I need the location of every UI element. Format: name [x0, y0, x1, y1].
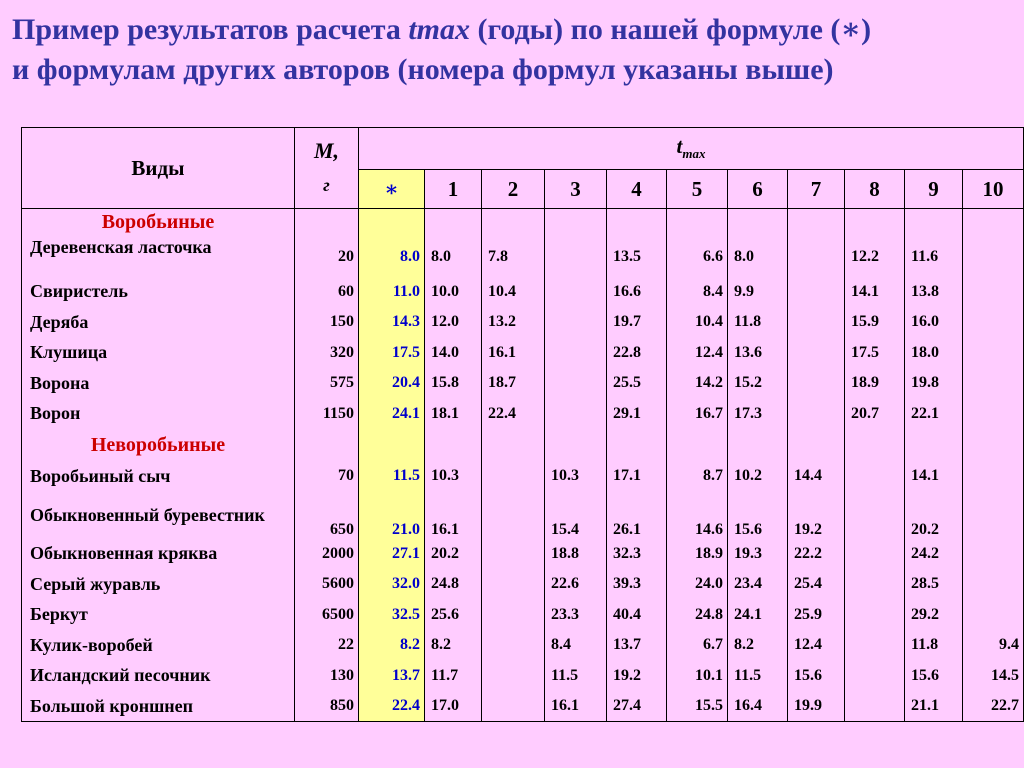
tmax-formula-8-value	[845, 492, 905, 539]
mass-value: 320	[295, 338, 359, 369]
tmax-formula-10-value	[963, 461, 1024, 492]
empty-cell	[425, 209, 482, 237]
tmax-formula-2-value: 10.4	[482, 277, 545, 308]
tmax-formula-9-value: 22.1	[905, 399, 963, 430]
tmax-formula-1-value: 8.0	[425, 237, 482, 277]
tmax-formula-10-value: 14.5	[963, 661, 1024, 692]
tmax-formula-2-value: 16.1	[482, 338, 545, 369]
tmax-formula-5-value: 14.2	[667, 368, 728, 399]
title-line-1	[12, 10, 1012, 50]
title-text-2: (годы) по нашей формуле (	[470, 13, 841, 46]
empty-cell	[359, 209, 425, 237]
title-star: ∗	[840, 13, 862, 46]
tmax-letter: t	[676, 134, 683, 159]
tmax-formula-1-value: 25.6	[425, 600, 482, 631]
mass-value: 22	[295, 630, 359, 661]
tmax-formula-8-value	[845, 461, 905, 492]
tmax-formula-8-value	[845, 630, 905, 661]
tmax-formula-6-value: 10.2	[728, 461, 788, 492]
tmax-formula-3-value	[545, 399, 607, 430]
header-row-1	[22, 128, 1024, 170]
tmax-formula-7-value	[788, 277, 845, 308]
tmax-formula-6-value: 11.5	[728, 661, 788, 692]
tmax-formula-9-value: 21.1	[905, 691, 963, 722]
mass-value: 2000	[295, 539, 359, 570]
tmax-formula-3-value: 18.8	[545, 539, 607, 570]
tmax-formula-3-value	[545, 237, 607, 277]
species-name: Обыкновенный буревестник	[22, 492, 295, 539]
group-row	[22, 429, 1024, 461]
table-row	[22, 600, 1024, 631]
mass-header-label: M,	[313, 138, 340, 163]
mass-header-unit: г	[323, 175, 330, 195]
tmax-formula-10-value	[963, 492, 1024, 539]
empty-cell	[963, 429, 1024, 461]
tmax-formula-8-value: 15.9	[845, 307, 905, 338]
tmax-ours-value: 21.0	[359, 492, 425, 539]
tmax-formula-7-value: 19.2	[788, 492, 845, 539]
formula-header-9: 9	[905, 170, 963, 209]
tmax-formula-7-value: 25.9	[788, 600, 845, 631]
table-row	[22, 630, 1024, 661]
empty-cell	[482, 209, 545, 237]
tmax-formula-6-value: 11.8	[728, 307, 788, 338]
tmax-formula-1-value: 14.0	[425, 338, 482, 369]
tmax-formula-9-value: 11.8	[905, 630, 963, 661]
tmax-formula-7-value: 19.9	[788, 691, 845, 722]
tmax-ours-value: 32.5	[359, 600, 425, 631]
tmax-formula-8-value	[845, 661, 905, 692]
tmax-formula-4-value: 25.5	[607, 368, 667, 399]
tmax-formula-3-value	[545, 338, 607, 369]
tmax-formula-1-value: 12.0	[425, 307, 482, 338]
empty-cell	[845, 429, 905, 461]
tmax-formula-5-value: 10.1	[667, 661, 728, 692]
tmax-formula-2-value	[482, 661, 545, 692]
species-name: Деревенская ласточка	[22, 237, 295, 277]
table-row	[22, 492, 1024, 539]
tmax-formula-6-value: 23.4	[728, 569, 788, 600]
tmax-formula-10-value	[963, 368, 1024, 399]
tmax-formula-6-value: 17.3	[728, 399, 788, 430]
species-name: Кулик-воробей	[22, 630, 295, 661]
results-table	[21, 127, 1024, 722]
empty-cell	[728, 209, 788, 237]
tmax-formula-4-value: 19.2	[607, 661, 667, 692]
table-row	[22, 539, 1024, 570]
tmax-formula-7-value: 15.6	[788, 661, 845, 692]
tmax-formula-8-value	[845, 539, 905, 570]
species-name: Обыкновенная кряква	[22, 539, 295, 570]
tmax-formula-4-value: 19.7	[607, 307, 667, 338]
tmax-formula-7-value	[788, 237, 845, 277]
mass-value: 575	[295, 368, 359, 399]
tmax-formula-9-value: 19.8	[905, 368, 963, 399]
tmax-formula-2-value	[482, 461, 545, 492]
tmax-ours-value: 20.4	[359, 368, 425, 399]
tmax-formula-10-value	[963, 569, 1024, 600]
mass-value: 650	[295, 492, 359, 539]
species-name: Деряба	[22, 307, 295, 338]
tmax-ours-value: 24.1	[359, 399, 425, 430]
tmax-formula-6-value: 16.4	[728, 691, 788, 722]
tmax-formula-6-value: 9.9	[728, 277, 788, 308]
tmax-formula-9-value: 16.0	[905, 307, 963, 338]
empty-cell	[905, 429, 963, 461]
empty-cell	[667, 429, 728, 461]
empty-cell	[545, 429, 607, 461]
tmax-formula-5-value: 14.6	[667, 492, 728, 539]
table-row	[22, 307, 1024, 338]
tmax-formula-5-value: 16.7	[667, 399, 728, 430]
tmax-formula-9-value: 11.6	[905, 237, 963, 277]
tmax-formula-6-value: 24.1	[728, 600, 788, 631]
tmax-subscript: max	[682, 146, 706, 162]
empty-cell	[425, 429, 482, 461]
tmax-formula-2-value	[482, 569, 545, 600]
tmax-formula-5-value: 8.4	[667, 277, 728, 308]
tmax-formula-2-value: 7.8	[482, 237, 545, 277]
tmax-formula-5-value: 18.9	[667, 539, 728, 570]
tmax-ours-value: 8.2	[359, 630, 425, 661]
tmax-formula-8-value: 12.2	[845, 237, 905, 277]
tmax-ours-value: 11.5	[359, 461, 425, 492]
tmax-formula-3-value: 22.6	[545, 569, 607, 600]
mass-value: 70	[295, 461, 359, 492]
empty-cell	[963, 209, 1024, 237]
formula-header-7: 7	[788, 170, 845, 209]
tmax-formula-5-value: 6.6	[667, 237, 728, 277]
tmax-formula-1-value: 17.0	[425, 691, 482, 722]
tmax-formula-2-value: 18.7	[482, 368, 545, 399]
formula-header-10: 10	[963, 170, 1024, 209]
title-text: Пример результатов расчета	[12, 13, 409, 46]
tmax-formula-7-value: 25.4	[788, 569, 845, 600]
tmax-formula-7-value: 14.4	[788, 461, 845, 492]
empty-cell	[607, 209, 667, 237]
tmax-ours-value: 17.5	[359, 338, 425, 369]
tmax-formula-4-value: 39.3	[607, 569, 667, 600]
tmax-formula-10-value: 9.4	[963, 630, 1024, 661]
formula-header-6: 6	[728, 170, 788, 209]
formula-header-4: 4	[607, 170, 667, 209]
tmax-formula-3-value	[545, 368, 607, 399]
tmax-formula-6-value: 15.6	[728, 492, 788, 539]
tmax-formula-3-value	[545, 307, 607, 338]
empty-cell	[788, 429, 845, 461]
tmax-formula-9-value: 24.2	[905, 539, 963, 570]
tmax-header	[359, 128, 1024, 170]
group-label: Воробьиные	[22, 209, 295, 237]
tmax-formula-9-value: 13.8	[905, 277, 963, 308]
table-row	[22, 461, 1024, 492]
formula-header-2: 2	[482, 170, 545, 209]
tmax-formula-5-value: 24.8	[667, 600, 728, 631]
tmax-formula-4-value: 16.6	[607, 277, 667, 308]
tmax-formula-5-value: 8.7	[667, 461, 728, 492]
tmax-formula-1-value: 24.8	[425, 569, 482, 600]
species-name: Ворон	[22, 399, 295, 430]
title-tmax: tmax	[408, 13, 470, 46]
tmax-formula-4-value: 29.1	[607, 399, 667, 430]
empty-cell	[359, 429, 425, 461]
tmax-formula-10-value	[963, 600, 1024, 631]
empty-cell	[295, 209, 359, 237]
tmax-formula-1-value: 10.0	[425, 277, 482, 308]
formula-header-3: 3	[545, 170, 607, 209]
empty-cell	[607, 429, 667, 461]
tmax-formula-3-value: 23.3	[545, 600, 607, 631]
tmax-formula-10-value	[963, 539, 1024, 570]
tmax-formula-3-value: 10.3	[545, 461, 607, 492]
tmax-formula-1-value: 15.8	[425, 368, 482, 399]
tmax-formula-7-value	[788, 307, 845, 338]
species-name: Воробьиный сыч	[22, 461, 295, 492]
mass-value: 1150	[295, 399, 359, 430]
empty-cell	[788, 209, 845, 237]
tmax-formula-4-value: 40.4	[607, 600, 667, 631]
tmax-formula-8-value	[845, 691, 905, 722]
tmax-formula-10-value	[963, 307, 1024, 338]
mass-value: 20	[295, 237, 359, 277]
tmax-formula-8-value: 14.1	[845, 277, 905, 308]
tmax-formula-10-value	[963, 399, 1024, 430]
tmax-formula-3-value: 8.4	[545, 630, 607, 661]
tmax-formula-2-value: 22.4	[482, 399, 545, 430]
tmax-formula-10-value	[963, 237, 1024, 277]
slide-title	[12, 10, 1012, 90]
tmax-formula-1-value: 18.1	[425, 399, 482, 430]
tmax-formula-2-value: 13.2	[482, 307, 545, 338]
tmax-formula-9-value: 20.2	[905, 492, 963, 539]
tmax-formula-10-value	[963, 277, 1024, 308]
tmax-ours-value: 22.4	[359, 691, 425, 722]
table-row	[22, 691, 1024, 722]
tmax-formula-9-value: 15.6	[905, 661, 963, 692]
species-name: Исландский песочник	[22, 661, 295, 692]
tmax-formula-2-value	[482, 630, 545, 661]
tmax-formula-8-value: 20.7	[845, 399, 905, 430]
tmax-formula-9-value: 29.2	[905, 600, 963, 631]
tmax-formula-5-value: 15.5	[667, 691, 728, 722]
tmax-formula-9-value: 28.5	[905, 569, 963, 600]
group-label: Неворобьиные	[22, 429, 295, 461]
tmax-formula-7-value: 22.2	[788, 539, 845, 570]
tmax-formula-7-value	[788, 368, 845, 399]
table-row	[22, 399, 1024, 430]
title-paren: )	[861, 13, 872, 46]
tmax-formula-7-value	[788, 399, 845, 430]
tmax-formula-1-value: 11.7	[425, 661, 482, 692]
empty-cell	[845, 209, 905, 237]
formula-header-ours: ∗	[359, 170, 425, 209]
group-row	[22, 209, 1024, 237]
species-name: Беркут	[22, 600, 295, 631]
tmax-ours-value: 27.1	[359, 539, 425, 570]
species-name: Серый журавль	[22, 569, 295, 600]
tmax-formula-8-value	[845, 600, 905, 631]
tmax-formula-5-value: 10.4	[667, 307, 728, 338]
species-name: Клушица	[22, 338, 295, 369]
formula-header-5: 5	[667, 170, 728, 209]
empty-cell	[905, 209, 963, 237]
mass-value: 5600	[295, 569, 359, 600]
tmax-formula-9-value: 14.1	[905, 461, 963, 492]
tmax-formula-2-value	[482, 691, 545, 722]
tmax-formula-8-value	[845, 569, 905, 600]
tmax-formula-4-value: 27.4	[607, 691, 667, 722]
tmax-formula-9-value: 18.0	[905, 338, 963, 369]
tmax-formula-7-value	[788, 338, 845, 369]
tmax-formula-4-value: 13.5	[607, 237, 667, 277]
mass-value: 130	[295, 661, 359, 692]
table-row	[22, 569, 1024, 600]
tmax-formula-2-value	[482, 539, 545, 570]
tmax-formula-1-value: 10.3	[425, 461, 482, 492]
tmax-ours-value: 8.0	[359, 237, 425, 277]
tmax-formula-4-value: 32.3	[607, 539, 667, 570]
tmax-formula-8-value: 17.5	[845, 338, 905, 369]
empty-cell	[295, 429, 359, 461]
mass-value: 60	[295, 277, 359, 308]
tmax-formula-4-value: 17.1	[607, 461, 667, 492]
table-row	[22, 661, 1024, 692]
empty-cell	[728, 429, 788, 461]
tmax-formula-1-value: 8.2	[425, 630, 482, 661]
tmax-formula-3-value	[545, 277, 607, 308]
tmax-formula-4-value: 22.8	[607, 338, 667, 369]
tmax-formula-10-value	[963, 338, 1024, 369]
species-name: Большой кроншнеп	[22, 691, 295, 722]
formula-header-8: 8	[845, 170, 905, 209]
table-row	[22, 237, 1024, 277]
empty-cell	[667, 209, 728, 237]
tmax-ours-value: 11.0	[359, 277, 425, 308]
table-row	[22, 277, 1024, 308]
empty-cell	[545, 209, 607, 237]
table-row	[22, 338, 1024, 369]
title-line-2: и формулам других авторов (номера формул указаны выше)	[12, 53, 834, 86]
empty-cell	[482, 429, 545, 461]
table-row	[22, 368, 1024, 399]
tmax-formula-6-value: 8.0	[728, 237, 788, 277]
tmax-formula-4-value: 13.7	[607, 630, 667, 661]
tmax-formula-5-value: 24.0	[667, 569, 728, 600]
tmax-formula-3-value: 16.1	[545, 691, 607, 722]
tmax-formula-6-value: 8.2	[728, 630, 788, 661]
mass-value: 850	[295, 691, 359, 722]
mass-value: 150	[295, 307, 359, 338]
tmax-formula-6-value: 19.3	[728, 539, 788, 570]
tmax-formula-4-value: 26.1	[607, 492, 667, 539]
formula-header-1: 1	[425, 170, 482, 209]
tmax-formula-6-value: 13.6	[728, 338, 788, 369]
tmax-formula-5-value: 12.4	[667, 338, 728, 369]
tmax-ours-value: 13.7	[359, 661, 425, 692]
tmax-formula-2-value	[482, 600, 545, 631]
tmax-formula-5-value: 6.7	[667, 630, 728, 661]
species-name: Ворона	[22, 368, 295, 399]
tmax-formula-1-value: 20.2	[425, 539, 482, 570]
mass-header	[295, 128, 359, 209]
tmax-formula-2-value	[482, 492, 545, 539]
tmax-ours-value: 32.0	[359, 569, 425, 600]
tmax-formula-3-value: 15.4	[545, 492, 607, 539]
tmax-formula-10-value: 22.7	[963, 691, 1024, 722]
tmax-formula-6-value: 15.2	[728, 368, 788, 399]
species-name: Свиристель	[22, 277, 295, 308]
tmax-formula-1-value: 16.1	[425, 492, 482, 539]
tmax-formula-8-value: 18.9	[845, 368, 905, 399]
tmax-ours-value: 14.3	[359, 307, 425, 338]
tmax-formula-7-value: 12.4	[788, 630, 845, 661]
species-header: Виды	[22, 128, 295, 209]
mass-value: 6500	[295, 600, 359, 631]
tmax-formula-3-value: 11.5	[545, 661, 607, 692]
